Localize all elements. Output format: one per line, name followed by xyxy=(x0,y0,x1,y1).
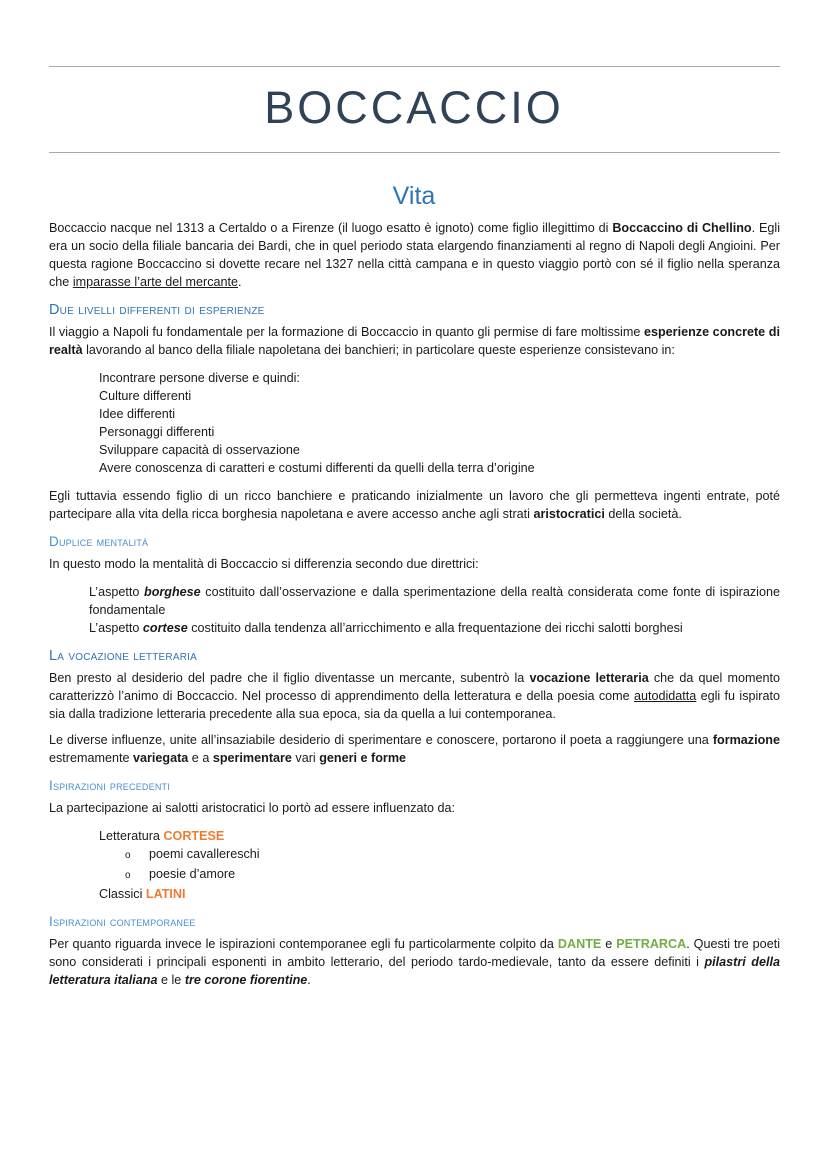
top-rule xyxy=(49,66,780,67)
list-item: Personaggi differenti xyxy=(99,425,215,439)
classici-latini: Classici LATINI xyxy=(99,887,186,901)
aspetto-cortese: L’aspetto cortese costituito dalla tendenza all’arricchimento e alla frequentazione dei ricchi salotti borghesi xyxy=(89,621,683,635)
paragraph-influenze: Le diverse influenze, unite all’insaziabile desiderio di sperimentare e conoscere, portarono il poeta a raggiungere una formazione estremamente variegata e a sperimentare vari generi e forme xyxy=(49,733,780,765)
list-item: Avere conoscenza di caratteri e costumi differenti da quelli della terra d’origine xyxy=(99,461,535,475)
list-item: o poesie d’amore xyxy=(125,867,236,881)
paragraph-mentalita: In questo modo la mentalità di Boccaccio si differenzia secondo due direttrici: xyxy=(49,557,479,571)
list-item: Sviluppare capacità di osservazione xyxy=(99,443,300,457)
paragraph-contemporanee: Per quanto riguarda invece le ispirazioni contemporanee egli fu particolarmente colpito da DANTE e PETRARCA. Questi tre poeti sono considerati i principali esponenti in ambito letterario, del periodo tardo-medievale, tanto da essere definiti i pilastri della letteratura italiana e le tre corone fiorentine. xyxy=(49,937,781,987)
heading-due-livelli: Due livelli differenti di esperienze xyxy=(49,302,265,318)
heading-duplice: Duplice mentalità xyxy=(49,534,149,549)
paragraph-borghesia: Egli tuttavia essendo figlio di un ricco banchiere e praticando inizialmente un lavoro che gli permetteva ingenti entrate, poté partecipare alla vita della ricca borghesia napoletana e avere accesso anche agli strati aristocratici della società. xyxy=(49,489,780,521)
influenze-block xyxy=(99,827,780,903)
letteratura-cortese: Letteratura CORTESE xyxy=(99,829,225,843)
heading-contemporanee: Ispirazioni contemporanee xyxy=(49,914,196,929)
paragraph-partecipazione: La partecipazione ai salotti aristocratici lo portò ad essere influenzato da: xyxy=(49,801,456,815)
document-body xyxy=(49,219,780,989)
cortese-sublist xyxy=(125,845,780,885)
experience-list xyxy=(99,369,780,477)
aspetto-borghese: L’aspetto borghese costituito dall’osservazione e dalla sperimentazione della realtà considerata come fonte di ispirazione fondamentale xyxy=(89,585,780,617)
list-item: Incontrare persone diverse e quindi: xyxy=(99,371,300,385)
aspetti-block xyxy=(89,583,780,637)
list-item: Idee differenti xyxy=(99,407,176,421)
list-item: o poemi cavallereschi xyxy=(125,847,260,861)
paragraph-intro: Boccaccio nacque nel 1313 a Certaldo o a Firenze (il luogo esatto è ignoto) come figlio illegittimo di Boccaccino di Chellino. Egli era un socio della filiale bancaria dei Bardi, che in quel periodo stata elargendo finanziamenti al regno di Napoli degli Angioini. Per questa ragione Boccaccino si dovette recare nel 1327 nella città campana e in questo viaggio portò con sé il figlio nella speranza che imparasse l’arte del mercante. xyxy=(49,221,780,289)
title-bottom-rule xyxy=(49,152,780,153)
heading-precedenti: Ispirazioni precedenti xyxy=(49,778,170,793)
paragraph-vocazione: Ben presto al desiderio del padre che il figlio diventasse un mercante, subentrò la vocazione letteraria che da quel momento caratterizzò l’animo di Boccaccio. Nel processo di apprendimento della letteratura e della poesia come autodidatta egli fu ispirato sia dalla tradizione letteraria precedente alla sua epoca, sia da quella a lui contemporanea. xyxy=(49,671,780,721)
heading-vocazione: La vocazione letteraria xyxy=(49,648,197,664)
list-item: Culture differenti xyxy=(99,389,192,403)
document-title: BOCCACCIO xyxy=(264,82,564,133)
section-title: Vita xyxy=(392,182,436,210)
paragraph-viaggio: Il viaggio a Napoli fu fondamentale per la formazione di Boccaccio in quanto gli permise di fare moltissime esperienze concrete di realtà lavorando al banco della filiale napoletana dei banchieri; in particolare queste esperienze consistevano in: xyxy=(49,325,780,357)
